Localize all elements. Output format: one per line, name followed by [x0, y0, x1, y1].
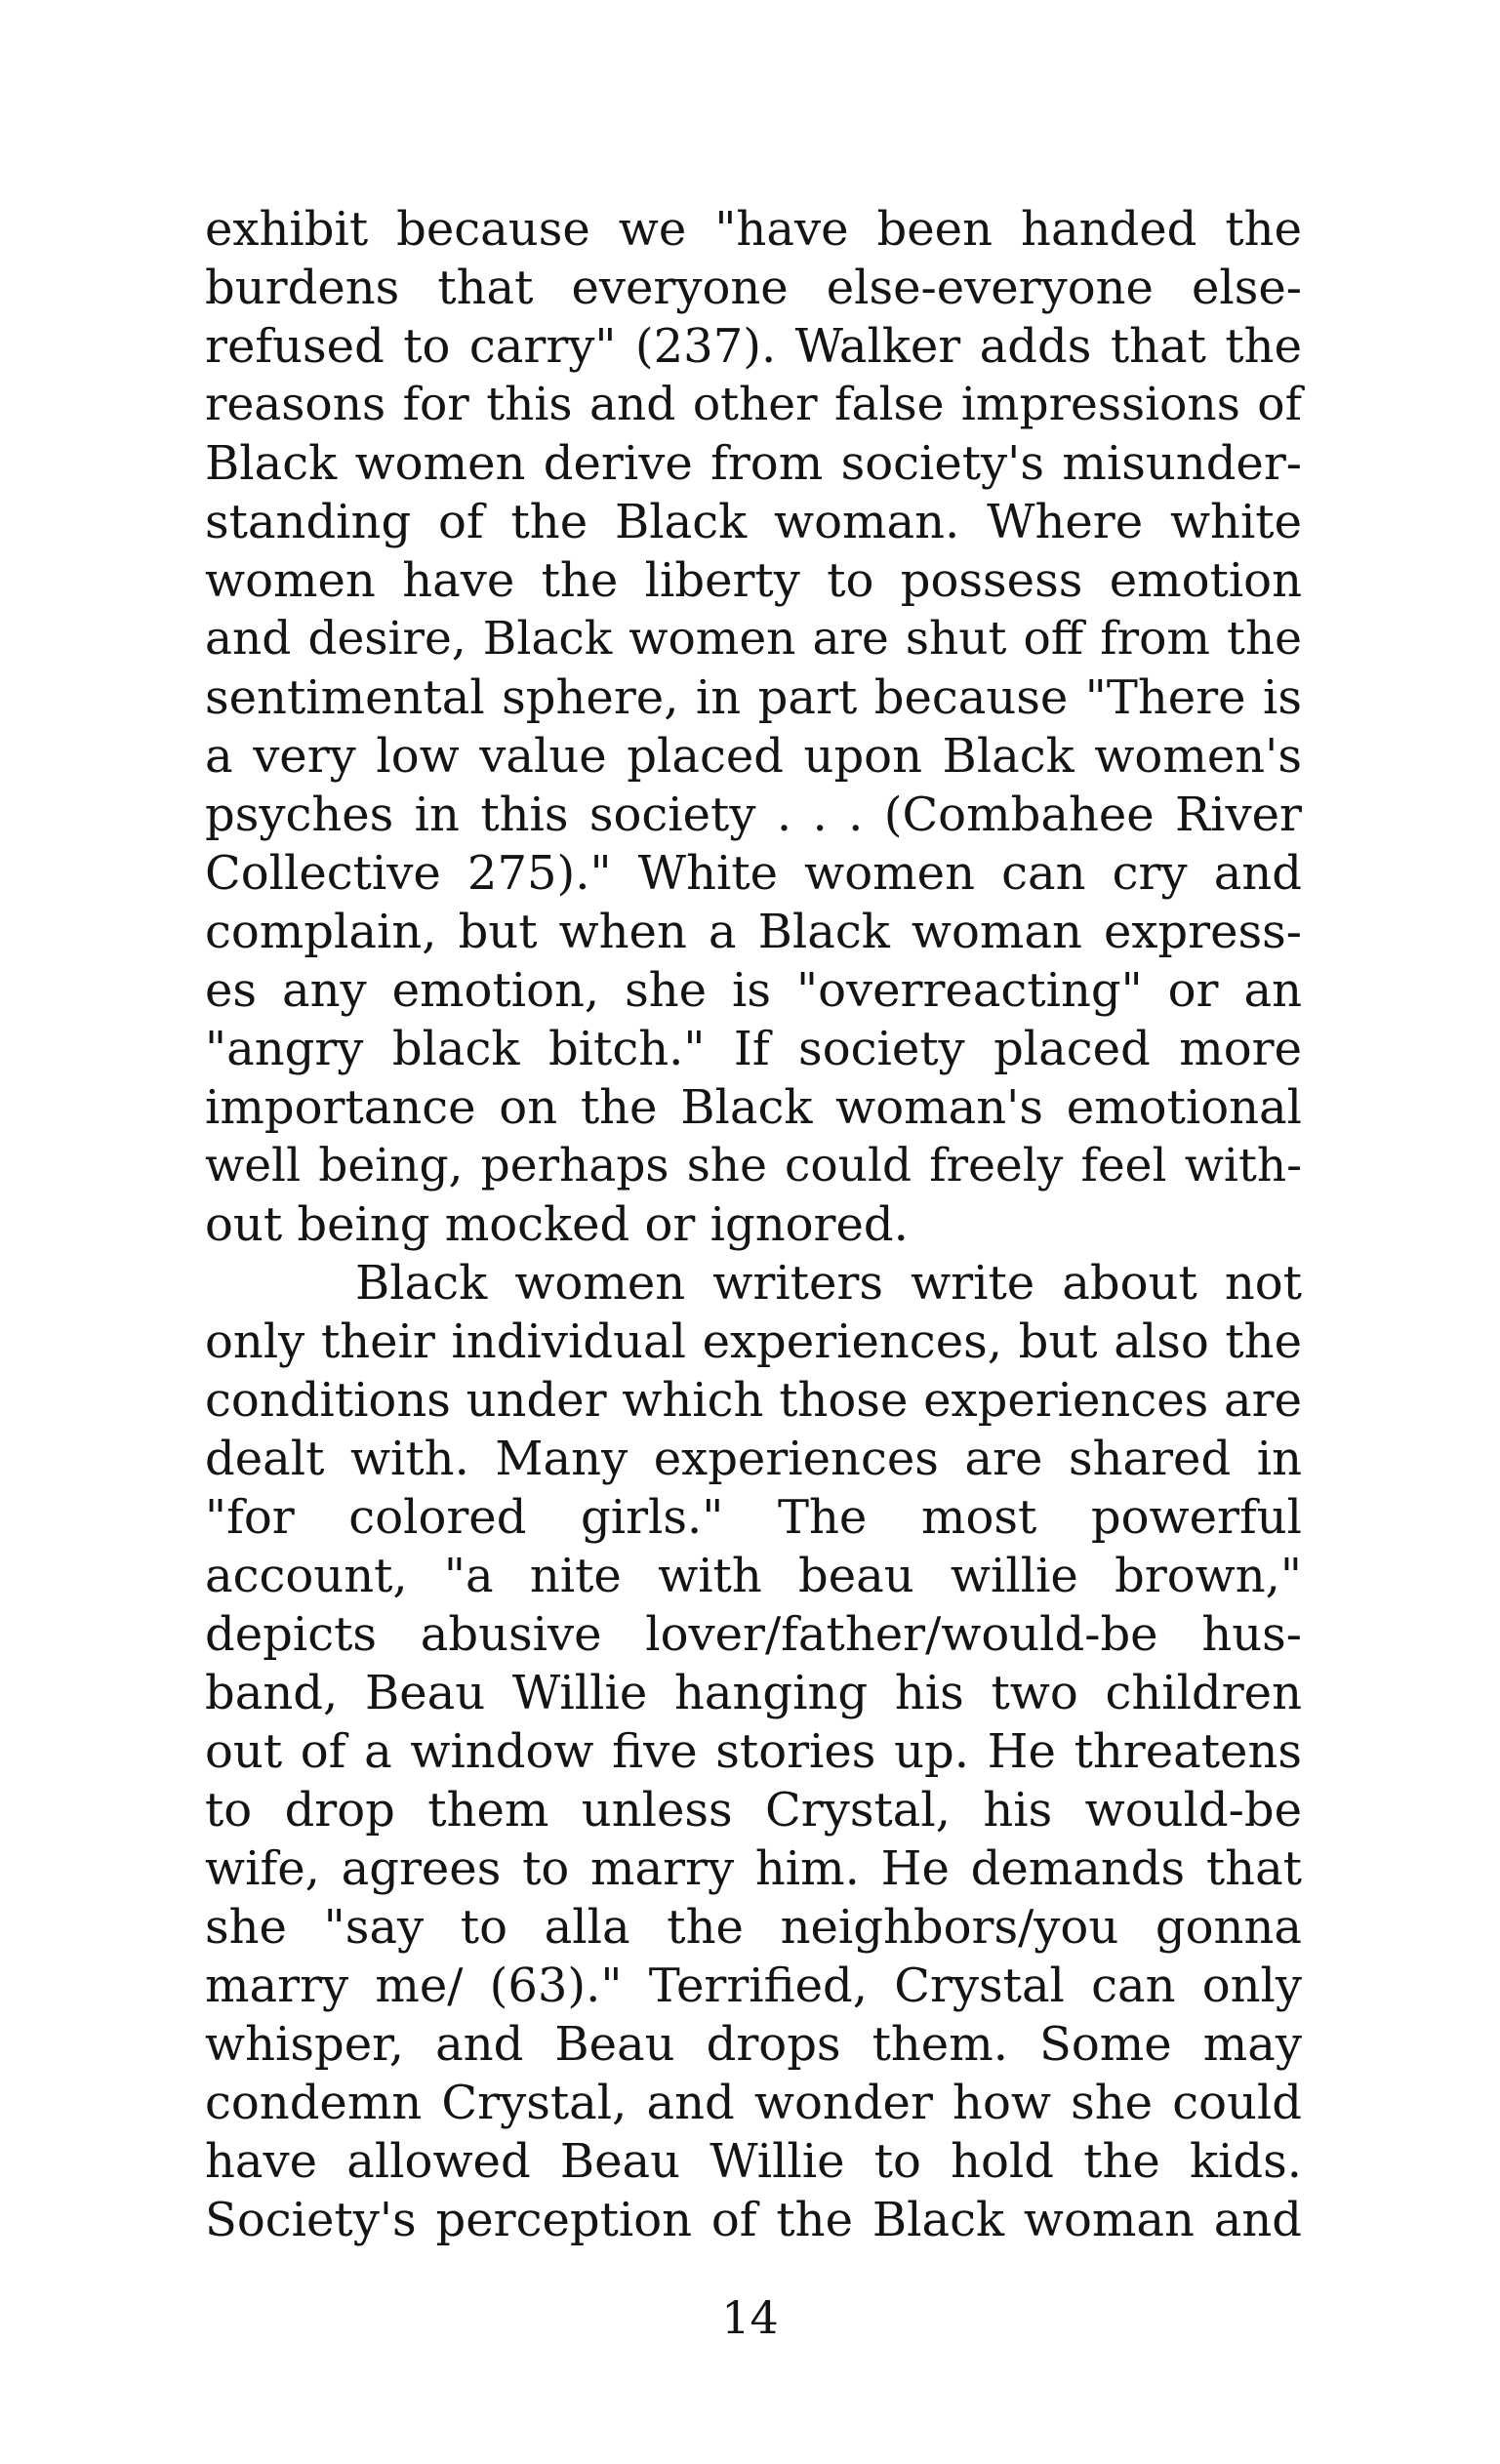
text-line: conditions under which those experiences are	[205, 1373, 1302, 1428]
text-line: wife, agrees to marry him. He demands that	[205, 1841, 1302, 1896]
text-line: exhibit because we "have been handed the	[205, 202, 1302, 257]
text-line: to drop them unless Crystal, his would-be	[205, 1783, 1302, 1838]
text-line: marry me/ (63)." Terrified, Crystal can only	[205, 1959, 1302, 2013]
text-line: Black women derive from society's misunder-	[205, 436, 1302, 491]
text-line: women have the liberty to possess emotion	[205, 553, 1302, 608]
text-line: refused to carry" (237). Walker adds that the	[205, 319, 1302, 374]
text-line: Society's perception of the Black woman and	[205, 2193, 1302, 2247]
text-line: have allowed Beau Willie to hold the kids.	[205, 2134, 1302, 2189]
body-text	[205, 200, 1302, 2249]
text-line: Collective 275)." White women can cry and	[205, 846, 1302, 901]
text-line: dealt with. Many experiences are shared in	[205, 1432, 1302, 1486]
page-number: 14	[721, 2291, 779, 2344]
text-line: reasons for this and other false impressions of	[205, 378, 1302, 431]
text-line: well being, perhaps she could freely feel with-	[205, 1139, 1302, 1192]
text-line: burdens that everyone else-everyone else-	[205, 261, 1302, 315]
text-line: depicts abusive lover/father/would-be hus-	[205, 1607, 1302, 1662]
text-line: band, Beau Willie hanging his two children	[205, 1666, 1302, 1720]
text-line: and desire, Black women are shut off from the	[205, 612, 1302, 666]
text-line: condemn Crystal, and wonder how she could	[205, 2076, 1302, 2130]
text-line: only their individual experiences, but also the	[205, 1314, 1302, 1369]
text-line: whisper, and Beau drops them. Some may	[205, 2017, 1302, 2072]
text-line: a very low value placed upon Black women's	[205, 729, 1302, 784]
text-line: standing of the Black woman. Where white	[205, 495, 1302, 549]
text-line: sentimental sphere, in part because "There is	[205, 670, 1302, 725]
text-line: "angry black bitch." If society placed more	[205, 1022, 1302, 1076]
text-line: es any emotion, she is "overreacting" or an	[205, 963, 1302, 1018]
paragraph-first-line: Black women writers write about not	[355, 1256, 1302, 1311]
text-line: psyches in this society . . . (Combahee River	[205, 788, 1302, 842]
text-line: importance on the Black woman's emotional	[205, 1080, 1302, 1135]
text-line: complain, but when a Black woman express-	[205, 905, 1302, 959]
text-line: "for colored girls." The most powerful	[205, 1490, 1302, 1545]
text-line: she "say to alla the neighbors/you gonna	[205, 1900, 1302, 1955]
text-line: account, "a nite with beau willie brown,"	[205, 1549, 1302, 1603]
text-line: out of a window five stories up. He threatens	[205, 1724, 1302, 1779]
paragraph-end-line: out being mocked or ignored.	[205, 1197, 909, 1252]
